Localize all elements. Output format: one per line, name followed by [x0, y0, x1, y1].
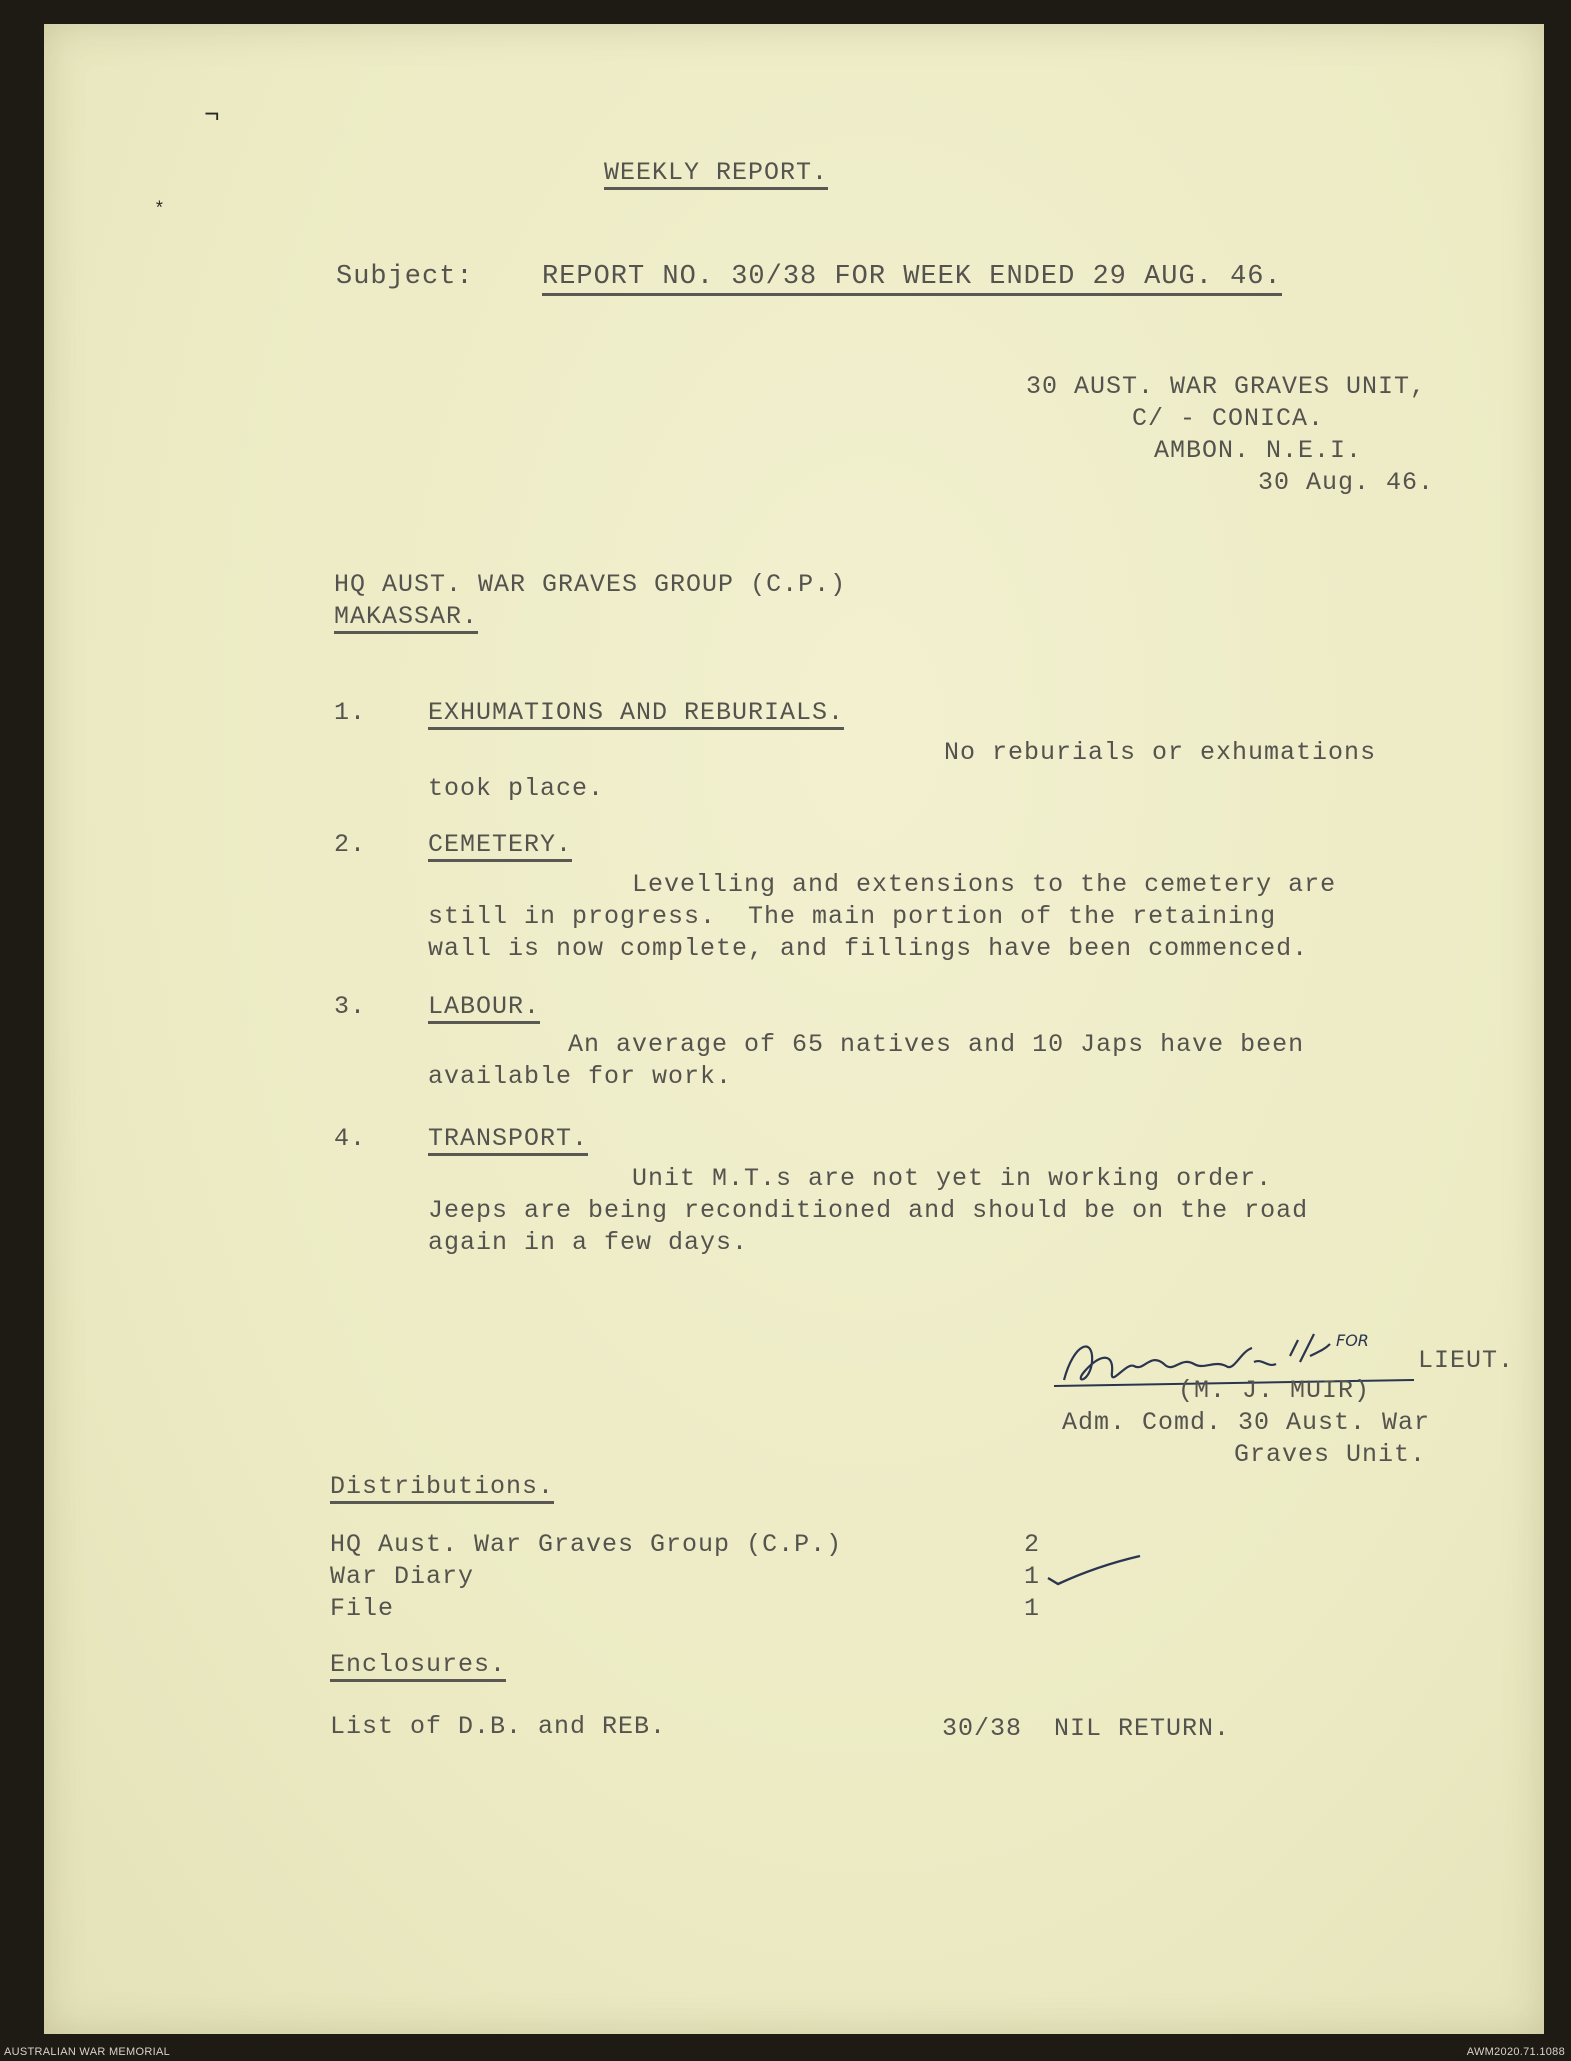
- subject-label: Subject:: [336, 262, 474, 292]
- section-4-line-3: again in a few days.: [428, 1228, 749, 1257]
- section-4-heading: TRANSPORT.: [428, 1126, 588, 1156]
- section-4-line-1: Unit M.T.s are not yet in working order.: [632, 1164, 1273, 1193]
- report-title: WEEKLY REPORT.: [604, 160, 828, 190]
- report-date: 30 Aug. 46.: [1258, 468, 1435, 497]
- section-3-line-1: An average of 65 natives and 10 Japs have been: [568, 1030, 1305, 1059]
- tick-mark: [1044, 1552, 1144, 1592]
- section-4-number: 4.: [334, 1124, 367, 1153]
- section-3-number: 3.: [334, 992, 367, 1021]
- sender-line-3: AMBON. N.E.I.: [1154, 436, 1363, 465]
- signatory-name: (M. J. MUIR): [1178, 1376, 1371, 1405]
- section-2-number: 2.: [334, 830, 367, 859]
- signatory-rank: LIEUT.: [1418, 1346, 1515, 1375]
- section-1-line-2: took place.: [428, 774, 605, 803]
- distribution-row-1-name: HQ Aust. War Graves Group (C.P.): [330, 1530, 843, 1559]
- section-4-line-2: Jeeps are being reconditioned and should be on the road: [428, 1196, 1309, 1225]
- signature-for-note: FOR: [1336, 1331, 1369, 1350]
- signatory-title-line-1: Adm. Comd. 30 Aust. War: [1062, 1408, 1431, 1437]
- distribution-row-3-name: File: [330, 1594, 395, 1623]
- section-2-line-2: still in progress. The main portion of the retaining: [428, 902, 1277, 931]
- section-2-heading: CEMETERY.: [428, 832, 572, 862]
- footer-left: AUSTRALIAN WAR MEMORIAL: [4, 2046, 171, 2058]
- sender-line-2: C/ - CONICA.: [1132, 404, 1325, 433]
- section-2-line-1: Levelling and extensions to the cemetery are: [632, 870, 1337, 899]
- section-3-line-2: available for work.: [428, 1062, 733, 1091]
- addressee-line-1: HQ AUST. WAR GRAVES GROUP (C.P.): [334, 570, 847, 599]
- addressee-line-2: MAKASSAR.: [334, 604, 478, 634]
- section-1-line-1: No reburials or exhumations: [944, 738, 1377, 767]
- section-2-line-3: wall is now complete, and fillings have been commenced.: [428, 934, 1309, 963]
- signatory-title-line-2: Graves Unit.: [1234, 1440, 1427, 1469]
- distribution-row-3-qty: 1: [1024, 1594, 1041, 1623]
- distribution-row-2-qty: 1: [1024, 1562, 1041, 1591]
- section-3-heading: LABOUR.: [428, 994, 540, 1024]
- document-page: [44, 24, 1544, 2034]
- section-1-heading: EXHUMATIONS AND REBURIALS.: [428, 700, 844, 730]
- punch-mark: *: [154, 200, 165, 220]
- distributions-heading: Distributions.: [330, 1474, 554, 1504]
- distribution-row-1-qty: 2: [1024, 1530, 1041, 1559]
- enclosures-heading: Enclosures.: [330, 1652, 506, 1682]
- enclosure-item: List of D.B. and REB.: [330, 1712, 667, 1741]
- section-1-number: 1.: [334, 698, 367, 727]
- sender-line-1: 30 AUST. WAR GRAVES UNIT,: [1026, 372, 1427, 401]
- margin-mark: ¬: [204, 100, 220, 130]
- nil-return: 30/38 NIL RETURN.: [942, 1714, 1231, 1743]
- distribution-row-2-name: War Diary: [330, 1562, 475, 1591]
- subject-text: REPORT NO. 30/38 FOR WEEK ENDED 29 AUG. 46.: [542, 264, 1282, 296]
- footer-right: AWM2020.71.1088: [1466, 2046, 1565, 2058]
